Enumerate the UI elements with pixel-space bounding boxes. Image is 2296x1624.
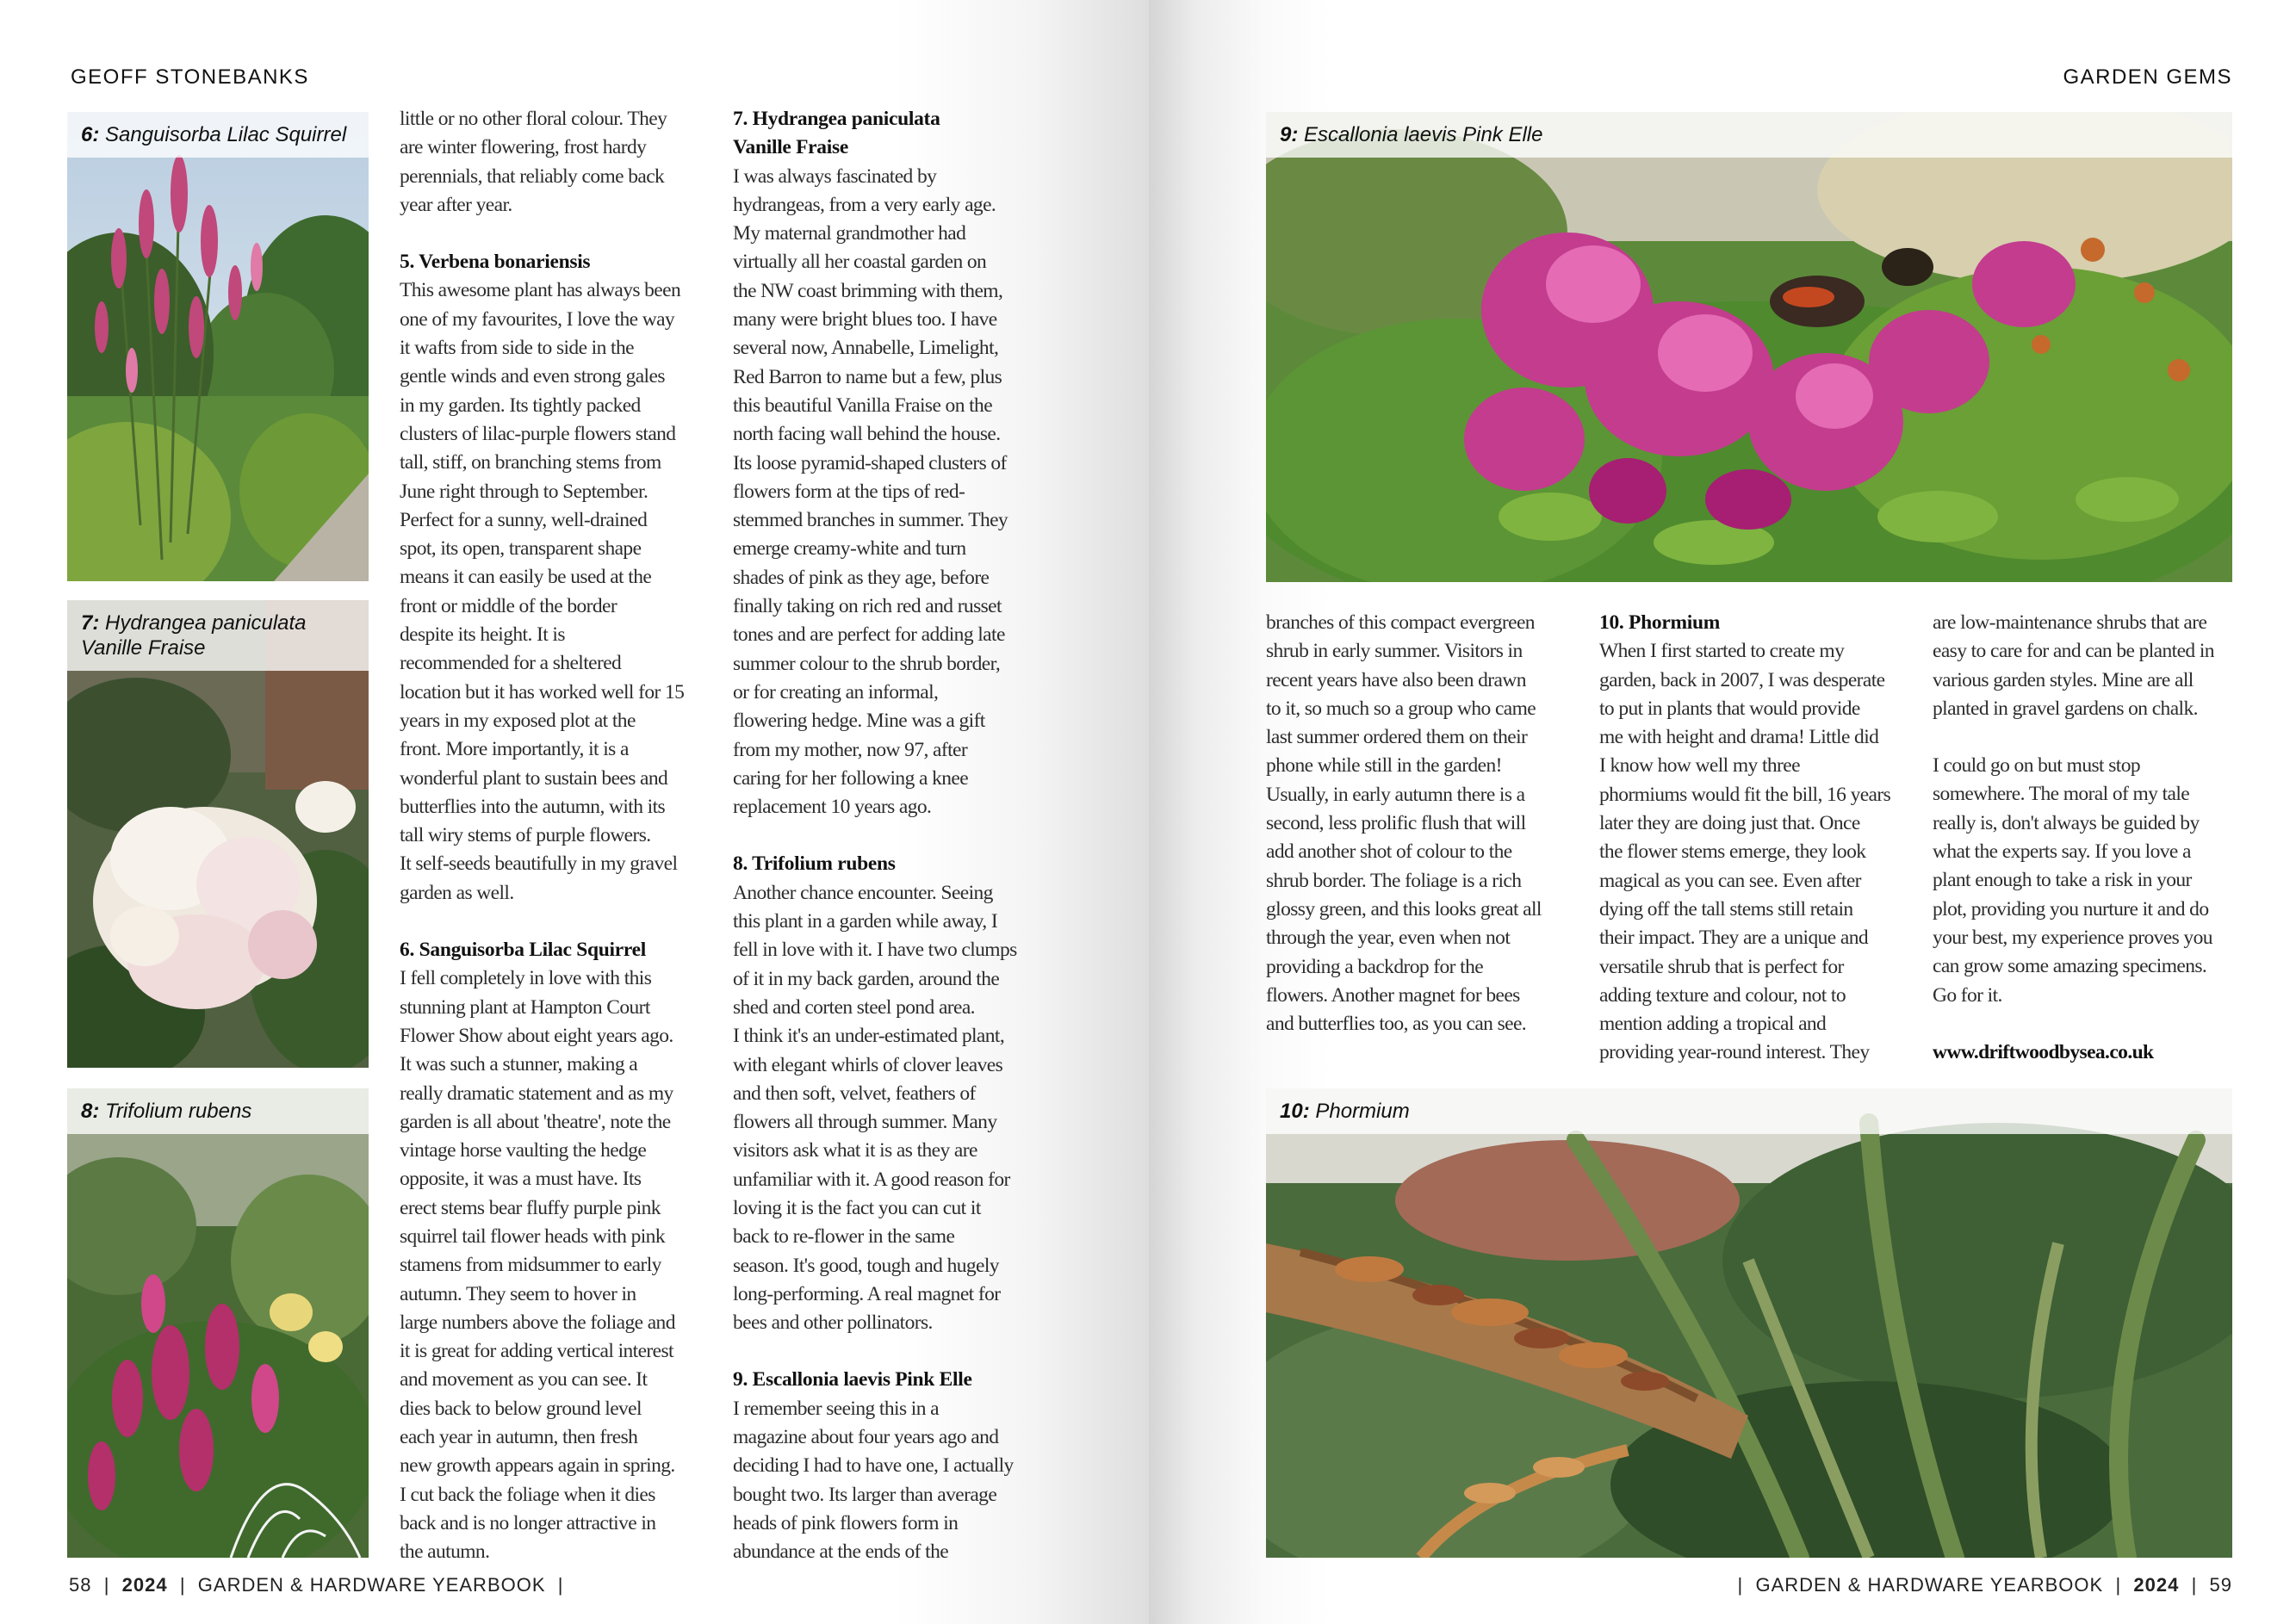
paragraph: I could go on but must stop somewhere. The moral of my tale really is, don't always be guided by what the experts say. If you love a plant enough to take a risk in your plot, providing you nurture it and do your best, my experience proves you can grow some amazing specimens. Go for it. <box>1933 754 2212 1007</box>
caption-number: 10: <box>1280 1100 1310 1123</box>
photo-sanguisorba <box>67 112 369 581</box>
running-head-left: GEOFF STONEBANKS <box>71 65 309 89</box>
text-column-3 <box>1266 609 1581 1038</box>
caption-hydrangea <box>67 600 369 671</box>
paragraph: I was always fascinated by hydrangeas, from a very early age. My maternal grandmother had virtually all her coastal garden on the NW coast brimming with them, many were bright blues too. I have several now, Annabelle, Limelight, Red Barron to name but a few, plus this beautiful Vanilla Fraise on the north facing wall behind the house. Its loose pyramid-shaped clusters of flowers form at the tips of red- stemmed branches in summer. They emerge creamy-white and turn shades of pink as they age, before finally taking on rich red and russet tones and are perfect for adding late summer colour to the shrub border, or for creating an informal, flowering hedge. Mine was a gift from my mother, now 97, after caring for her following a knee replacement 10 years ago. <box>733 164 1008 819</box>
photo-hydrangea <box>67 600 369 1068</box>
heading-sanguisorba: 6. Sanguisorba Lilac Squirrel <box>400 939 646 962</box>
text-column-1 <box>400 105 710 1567</box>
caption-number: 8: <box>81 1100 100 1123</box>
running-head-right: GARDEN GEMS <box>2063 65 2232 89</box>
heading-verbena: 5. Verbena bonariensis <box>400 251 591 274</box>
heading-hydrangea: 7. Hydrangea paniculata Vanille Fraise <box>733 108 940 159</box>
paragraph: Another chance encounter. Seeing this plant in a garden while away, I fell in love with it. I have two clumps of it in my back garden, around the shed and corten steel pond area. I think it's an under-estimated plant, with elegant whirls of clover leaves and then soft, velvet, feathers of flowers all through summer. Many visitors ask what it is as they are unfamiliar with it. A good reason for loving it is the fact you can cut it back to re-flower in the same season. It's good, tough and hugely long-performing. A real magnet for bees and other pollinators. <box>733 881 1017 1335</box>
text-column-2 <box>733 105 1043 1567</box>
caption-number: 7: <box>81 611 100 635</box>
heading-escallonia: 9. Escallonia laevis Pink Elle <box>733 1368 972 1392</box>
caption-phormium <box>1266 1088 2232 1134</box>
website-link[interactable]: www.driftwoodbysea.co.uk <box>1933 1040 2154 1063</box>
paragraph: When I first started to create my garden, back in 2007, I was desperate to put in plants that would provide me with height and drama! Little did I know how well my three phormiums would fit the bill, 16 years later they are doing just that. Once the flower stems emerge, they look magical as you can see. Even after dying off the tall stems still retain their impact. They are a unique and versatile shrub that is perfect for adding texture and colour, not to mention adding a tropical and providing year-round interest. They <box>1599 640 1891 1064</box>
page-number: 59 <box>2209 1574 2232 1596</box>
sanguisorba-image <box>67 112 369 581</box>
photo-escallonia <box>1266 112 2232 582</box>
caption-number: 6: <box>81 123 100 146</box>
caption-trifolium <box>67 1088 369 1134</box>
folio-right: | GARDEN & HARDWARE YEARBOOK | 2024 | 59 <box>1737 1574 2232 1596</box>
photo-phormium <box>1266 1088 2232 1558</box>
folio-left: 58 | 2024 | GARDEN & HARDWARE YEARBOOK | <box>69 1574 564 1596</box>
text-column-4 <box>1599 609 1914 1068</box>
right-page <box>1149 0 2296 1624</box>
caption-sanguisorba <box>67 112 369 158</box>
page-number: 58 <box>69 1574 92 1596</box>
folio-year: 2024 <box>2133 1574 2180 1596</box>
paragraph: I fell completely in love with this stunning plant at Hampton Court Flower Show about eight years ago. It was such a stunner, making a really dramatic statement and as my garden is all about 'theatre', note the vintage horse vaulting the hedge opposite, it was a must have. Its erect stems bear fluffy purple pink squirrel tail flower heads with pink stamens from midsummer to early autumn. They seem to hover in large numbers above the foliage and it is great for adding vertical interest and movement as you can see. It dies back to below ground level each year in autumn, then fresh new growth appears again in spring. I cut back the foliage when it dies back and is no longer attractive in the autumn. <box>400 967 675 1564</box>
folio-title: GARDEN & HARDWARE YEARBOOK <box>1755 1574 2104 1596</box>
paragraph: This awesome plant has always been one of my favourites, I love the way it wafts from side to side in the gentle winds and even strong gales in my garden. Its tightly packed clusters of lilac-purple flowers stand tall, stiff, on branching stems from June right through to September. Perfect for a sunny, well-drained spot, its open, transparent shape means it can easily be used at the front or middle of the border despite its height. It is recommended for a sheltered location but it has worked well for 15 years in my exposed plot at the front. More importantly, it is a wonderful plant to sustain bees and butterflies into the autumn, with its tall wiry stems of purple flowers. It self-seeds beautifully in my gravel garden as well. <box>400 279 685 904</box>
caption-text: Sanguisorba Lilac Squirrel <box>105 123 347 146</box>
paragraph: are low-maintenance shrubs that are easy to care for and can be planted in various garden styles. Mine are all planted in gravel gardens on chalk. <box>1933 611 2214 720</box>
paragraph: branches of this compact evergreen shrub in early summer. Visitors in recent years have also been drawn to it, so much so a group who came last summer ordered them on their phone while still in the garden! Usually, in early autumn there is a second, less prolific flush that will add another shot of colour to the shrub border. The foliage is a rich glossy green, and this looks great all through the year, even when not providing a backdrop for the flowers. Another magnet for bees and butterflies too, as you can see. <box>1266 611 1542 1036</box>
heading-trifolium: 8. Trifolium rubens <box>733 852 896 876</box>
photo-trifolium <box>67 1088 369 1558</box>
caption-text: Phormium <box>1315 1100 1410 1123</box>
caption-escallonia <box>1266 112 2232 158</box>
paragraph: little or no other floral colour. They are winter flowering, frost hardy perennials, that reliably come back year after year. <box>400 108 667 216</box>
caption-text: Trifolium rubens <box>105 1100 252 1123</box>
caption-number: 9: <box>1280 123 1299 146</box>
caption-text: Escallonia laevis Pink Elle <box>1304 123 1543 146</box>
trifolium-image <box>67 1088 369 1558</box>
text-column-5 <box>1933 609 2248 1067</box>
escallonia-image <box>1266 112 2232 582</box>
phormium-image <box>1266 1088 2232 1558</box>
paragraph: I remember seeing this in a magazine about four years ago and deciding I had to have one, I actually bought two. Its larger than average heads of pink flowers form in abundance at the ends of the <box>733 1397 1014 1564</box>
heading-phormium: 10. Phormium <box>1599 611 1721 634</box>
folio-year: 2024 <box>121 1574 168 1596</box>
folio-title: GARDEN & HARDWARE YEARBOOK <box>197 1574 546 1596</box>
caption-text: Hydrangea paniculata Vanille Fraise <box>81 611 307 660</box>
